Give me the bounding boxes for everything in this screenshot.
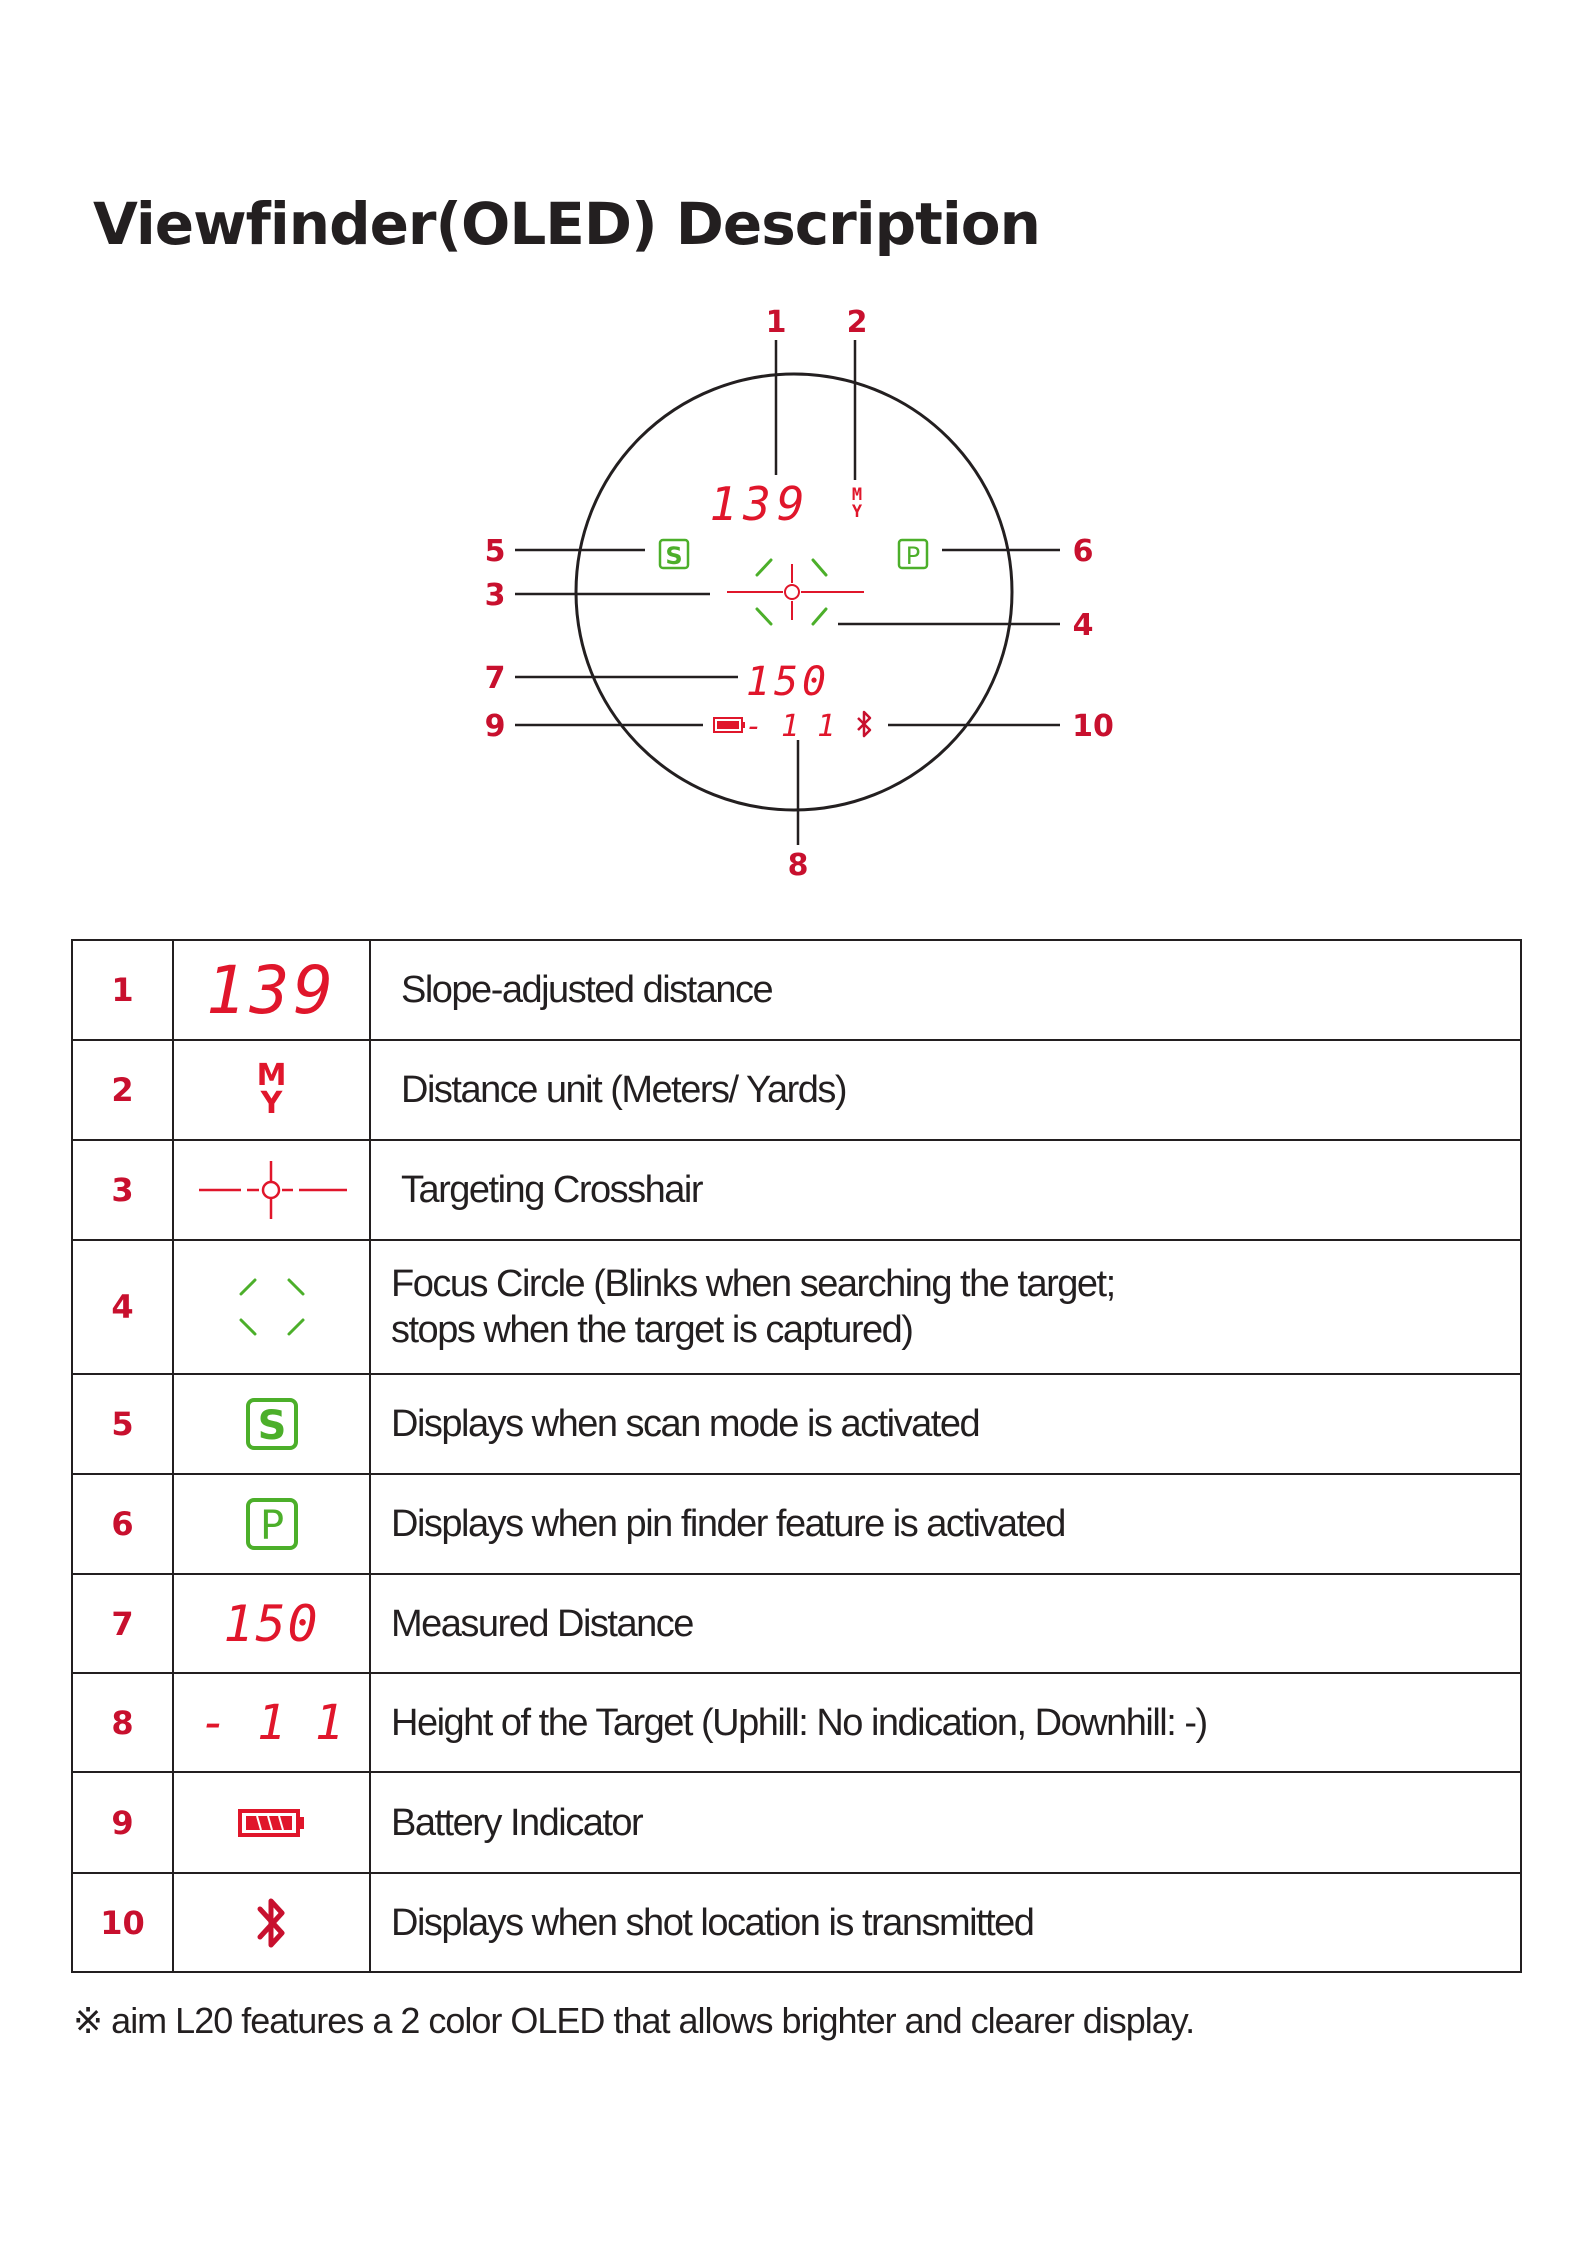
row-number: 8 <box>72 1673 173 1772</box>
footnote: ※ aim L20 features a 2 color OLED that allows brighter and clearer display. <box>73 2000 1195 2041</box>
row-number: 7 <box>72 1574 173 1673</box>
scan-mode-icon <box>245 1397 299 1451</box>
row-description: Distance unit (Meters/ Yards) <box>370 1040 1521 1140</box>
viewfinder-pin-letter: P <box>905 542 921 570</box>
row-description: Targeting Crosshair <box>370 1140 1521 1240</box>
callout-10: 10 <box>1072 709 1114 744</box>
table-row <box>72 1873 1521 1972</box>
pin-finder-icon <box>245 1497 299 1551</box>
crosshair-symbol <box>173 1140 370 1240</box>
page-title: Viewfinder(OLED) Description <box>93 190 1040 258</box>
legend-table <box>71 939 1522 1973</box>
svg-text:S: S <box>257 1403 286 1449</box>
viewfinder-unit-y: Y <box>851 502 863 522</box>
scan-mode-symbol <box>173 1374 370 1474</box>
height-symbol <box>173 1673 370 1772</box>
bluetooth-icon <box>252 1891 292 1955</box>
viewfinder-distance: 139 <box>709 477 811 531</box>
height-digits: - 1 1 <box>199 1694 344 1751</box>
viewfinder-unit-m: M <box>851 485 863 505</box>
row-description: Measured Distance <box>370 1574 1521 1673</box>
measured-distance-symbol <box>173 1574 370 1673</box>
row-number: 9 <box>72 1772 173 1873</box>
row-number: 3 <box>72 1140 173 1240</box>
row-description: Displays when shot location is transmitted <box>370 1873 1521 1972</box>
viewfinder-circle <box>576 374 1012 810</box>
row-description: Displays when pin finder feature is activated <box>370 1474 1521 1574</box>
battery-symbol <box>173 1772 370 1873</box>
callout-9: 9 <box>484 709 506 744</box>
row-description: Battery Indicator <box>370 1772 1521 1873</box>
callout-6: 6 <box>1072 534 1094 569</box>
table-row <box>72 1574 1521 1673</box>
row-description: Slope-adjusted distance <box>370 940 1521 1040</box>
table-row <box>72 1772 1521 1873</box>
viewfinder-crosshair <box>727 564 864 620</box>
viewfinder-bluetooth-icon <box>858 712 870 736</box>
table-row <box>72 1240 1521 1374</box>
slope-distance-digits: 139 <box>205 951 338 1029</box>
viewfinder-diagram <box>0 0 1588 900</box>
focus-circle-icon <box>227 1262 317 1352</box>
row-description: Height of the Target (Uphill: No indication, Downhill: -) <box>370 1673 1521 1772</box>
callout-3: 3 <box>484 578 506 613</box>
crosshair-icon <box>187 1155 357 1225</box>
row-description: Focus Circle (Blinks when searching the target; stops when the target is captured) <box>370 1240 1521 1374</box>
table-row <box>72 1040 1521 1140</box>
callout-4: 4 <box>1072 608 1094 643</box>
battery-icon <box>237 1806 307 1840</box>
viewfinder-scan-letter: S <box>665 542 683 570</box>
pin-finder-symbol <box>173 1474 370 1574</box>
viewfinder-measured: 150 <box>745 659 831 705</box>
row-number: 5 <box>72 1374 173 1474</box>
callout-7: 7 <box>484 661 506 696</box>
table-row <box>72 1673 1521 1772</box>
row-number: 6 <box>72 1474 173 1574</box>
focus-circle-symbol <box>173 1240 370 1374</box>
viewfinder-battery-icon <box>714 718 745 732</box>
table-row <box>72 1474 1521 1574</box>
table-row <box>72 1140 1521 1240</box>
unit-icon: M Y <box>256 1058 287 1121</box>
callout-2: 2 <box>846 305 868 340</box>
table-row <box>72 940 1521 1040</box>
row-number: 10 <box>72 1873 173 1972</box>
row-number: 4 <box>72 1240 173 1374</box>
svg-text:P: P <box>259 1503 284 1549</box>
row-description: Displays when scan mode is activated <box>370 1374 1521 1474</box>
measured-distance-digits: 150 <box>223 1594 320 1653</box>
callout-5: 5 <box>484 534 506 569</box>
callout-8: 8 <box>787 848 809 883</box>
slope-distance-symbol <box>173 940 370 1040</box>
viewfinder-height: - 1 1 <box>744 709 836 744</box>
bluetooth-symbol <box>173 1873 370 1972</box>
row-number: 1 <box>72 940 173 1040</box>
unit-symbol <box>173 1040 370 1140</box>
row-number: 2 <box>72 1040 173 1140</box>
callout-1: 1 <box>765 305 787 340</box>
table-row <box>72 1374 1521 1474</box>
